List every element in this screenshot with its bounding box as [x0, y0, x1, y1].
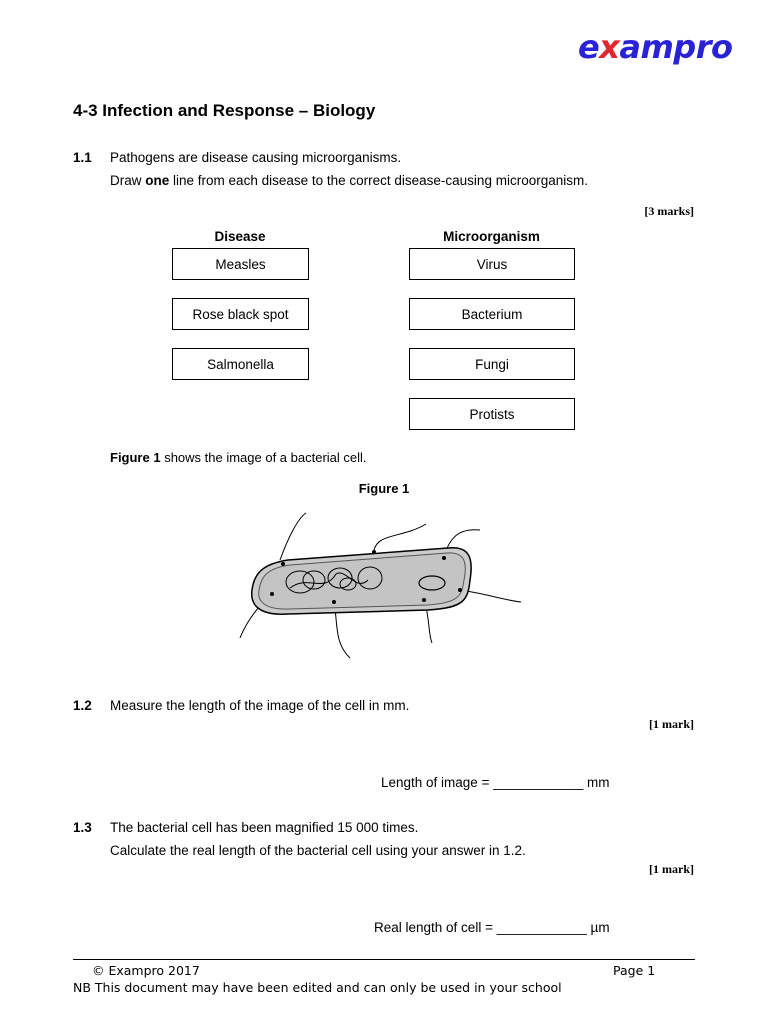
footer-page-number: Page 1 — [613, 963, 656, 978]
label-line-1 — [280, 513, 306, 560]
bacterial-cell-figure — [228, 508, 538, 668]
marks-1-3: [1 mark] — [649, 862, 694, 876]
question-number-1-1: 1.1 — [73, 150, 92, 165]
micro-box-virus[interactable]: Virus — [409, 248, 575, 280]
marks-1-2: [1 mark] — [649, 717, 694, 731]
footer-copyright: © Exampro 2017 — [92, 963, 200, 978]
label-dot-3 — [442, 556, 446, 560]
question-number-1-2: 1.2 — [73, 698, 92, 713]
question-1-3-line1: The bacterial cell has been magnified 15 000 times. — [110, 820, 419, 835]
page-title: 4-3 Infection and Response – Biology — [73, 101, 376, 120]
real-length-answer[interactable]: Real length of cell = ____________ µm — [374, 920, 610, 935]
disease-box-salmonella[interactable]: Salmonella — [172, 348, 309, 380]
disease-header: Disease — [214, 229, 266, 244]
label-dot-5 — [422, 598, 426, 602]
label-dot-1 — [281, 562, 285, 566]
micro-box-fungi[interactable]: Fungi — [409, 348, 575, 380]
microorganism-header: Microorganism — [443, 229, 540, 244]
question-1-2-text: Measure the length of the image of the cell in mm. — [110, 698, 410, 713]
footer-divider — [73, 959, 695, 960]
micro-box-bacterium[interactable]: Bacterium — [409, 298, 575, 330]
label-dot-7 — [270, 592, 274, 596]
figure-intro: Figure 1 shows the image of a bacterial cell. — [110, 450, 367, 465]
marks-1-1: [3 marks] — [644, 204, 694, 218]
question-1-1-line1: Pathogens are disease causing microorganisms. — [110, 150, 402, 165]
figure-title: Figure 1 — [358, 481, 410, 496]
label-dot-2 — [372, 550, 376, 554]
disease-box-measles[interactable]: Measles — [172, 248, 309, 280]
disease-box-rose-black-spot[interactable]: Rose black spot — [172, 298, 309, 330]
question-1-3-line2: Calculate the real length of the bacterial cell using your answer in 1.2. — [110, 843, 526, 858]
exampro-logo: exampro — [578, 28, 733, 66]
question-number-1-3: 1.3 — [73, 820, 92, 835]
label-dot-6 — [332, 600, 336, 604]
question-1-1-line2: Draw one line from each disease to the correct disease-causing microorganism. — [110, 173, 588, 188]
footer-note: NB This document may have been edited and can only be used in your school — [73, 980, 562, 995]
label-line-2 — [374, 524, 426, 550]
label-dot-4 — [458, 588, 462, 592]
label-line-4 — [460, 590, 521, 602]
length-of-image-answer[interactable]: Length of image = ____________ mm — [381, 775, 610, 790]
micro-box-protists[interactable]: Protists — [409, 398, 575, 430]
